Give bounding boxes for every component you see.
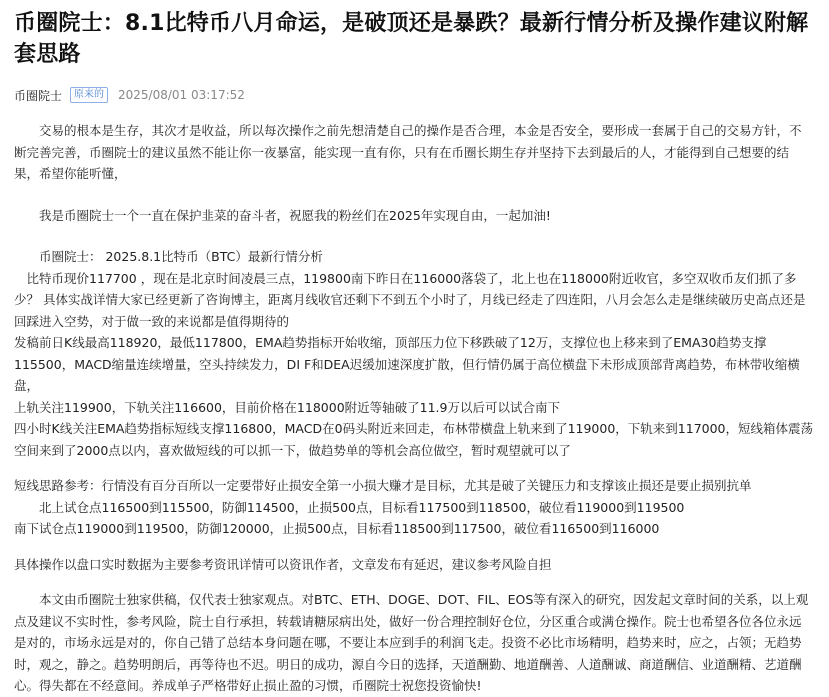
paragraph-greeting: 我是币圈院士一个一直在保护韭菜的奋斗者，祝愿我的粉丝们在2025年实现自由，一起加油! bbox=[14, 207, 551, 223]
paragraph-long-entry: 北上试仓点116500到115500，防御114500，止损500点，目标看117500到118500，破位看119000到119500 bbox=[14, 499, 685, 515]
paragraph-closing: 本文由币圈院士独家供稿，仅代表士独家观点。对BTC、ETH、DOGE、DOT、FIL、EOS等有深入的研究，因发起文章时间的关系，以上观点及建议不实时性，参考风险，院士自行承担，转载请糖尿病出处，做好一份合理控制好仓位，分区重合或满仓操作。院士也希望各位各位永远是对的，市场永远是对的，你自己错了总结本身问题在哪，不要让本应到手的利润飞走。投资不必比市场精明，趋势来时，应之，占领；无趋势时，观之，静之。趋势明朗后，再等待也不迟。明日的成功，源自今日的选择，天道酬勤、地道酬善、人道酬诚、商道酬信、业道酬精、艺道酬心。得失都在不经意间。养成单子严格带好止损止盈的习惯，币圈院士祝您投资愉快! bbox=[14, 592, 809, 693]
author-name[interactable]: 币圈院士 bbox=[14, 88, 63, 103]
paragraph-analysis-heading: 币圈院士： 2025.8.1比特币（BTC）最新行情分析 bbox=[14, 249, 323, 264]
paragraph-4h-kline: 四小时K线关注EMA趋势指标短线支撑116800，MACD在0码头附近来回走，布林带横盘上轨来到了119000，下轨来到117000，短线箱体震荡空间来到了2000点以内，喜欢做短线的可以抓一下，做趋势单的等机会高位做空，暂时观望就可以了 bbox=[14, 421, 814, 458]
paragraph-short-entry: 南下试仓点119000到119500，防御120000，止损500点，目标看118500到117500，破位看116500到116000 bbox=[14, 521, 660, 536]
paragraph-daily-kline: 发稿前日K线最高118920，最低117800，EMA趋势指标开始收缩，顶部压力位下移跌破了12万，支撑位也上移来到了EMA30趋势支撑115500，MACD缩量连续增量，空头持续发力，DI F和DEA迟缓加速深度扩散，但行情仍属于高位横盘下未形成顶部背离趋势，布林带收缩横盘， bbox=[14, 335, 800, 393]
article-body bbox=[14, 120, 813, 697]
paragraph-bollinger: 上轨关注119900，下轨关注116600，目前价格在118000附近等轴破了11.9万以后可以试合南下 bbox=[14, 399, 560, 415]
publish-time: 2025/08/01 03:17:52 bbox=[118, 88, 245, 102]
paragraph-strategy: 短线思路参考：行情没有百分百所以一定要带好止损安全第一小损大赚才是目标，尤其是破了关键压力和支撑该止损还是要止损别抗单 bbox=[14, 478, 752, 493]
article-meta bbox=[14, 86, 813, 104]
paragraph-market-overview: 比特币现价117700 ，现在是北京时间凌晨三点，119800南下昨日在116000落袋了，北上也在118000附近收官，多空双收币友们抓了多少？ 具体实战详情大家已经更新了咨询博主，距离月线收官还剩下不到五个小时了，月线已经走了四连阳，八月会怎么走是继续破历史高点还是回踩进入空势，对于做一致的来说都是值得期待的 bbox=[14, 270, 806, 329]
article-title: 币圈院士：8.1比特币八月命运，是破顶还是暴跌？最新行情分析及操作建议附解套思路 bbox=[14, 11, 809, 67]
paragraph-intro: 交易的根本是生存，其次才是收益，所以每次操作之前先想清楚自己的操作是否合理，本金是否安全，要形成一套属于自己的交易方针，不断完善完善，币圈院士的建议虽然不能让你一夜暴富，能实现一直有你，只有在币圈长期生存并坚持下去到最后的人，才能得到自己想要的结果，希望你能听懂， bbox=[14, 123, 802, 181]
paragraph-disclaimer: 具体操作以盘口实时数据为主要参考资讯详情可以资讯作者，文章发布有延迟，建议参考风险自担 bbox=[14, 556, 552, 572]
original-badge: 原来的 bbox=[70, 87, 108, 103]
